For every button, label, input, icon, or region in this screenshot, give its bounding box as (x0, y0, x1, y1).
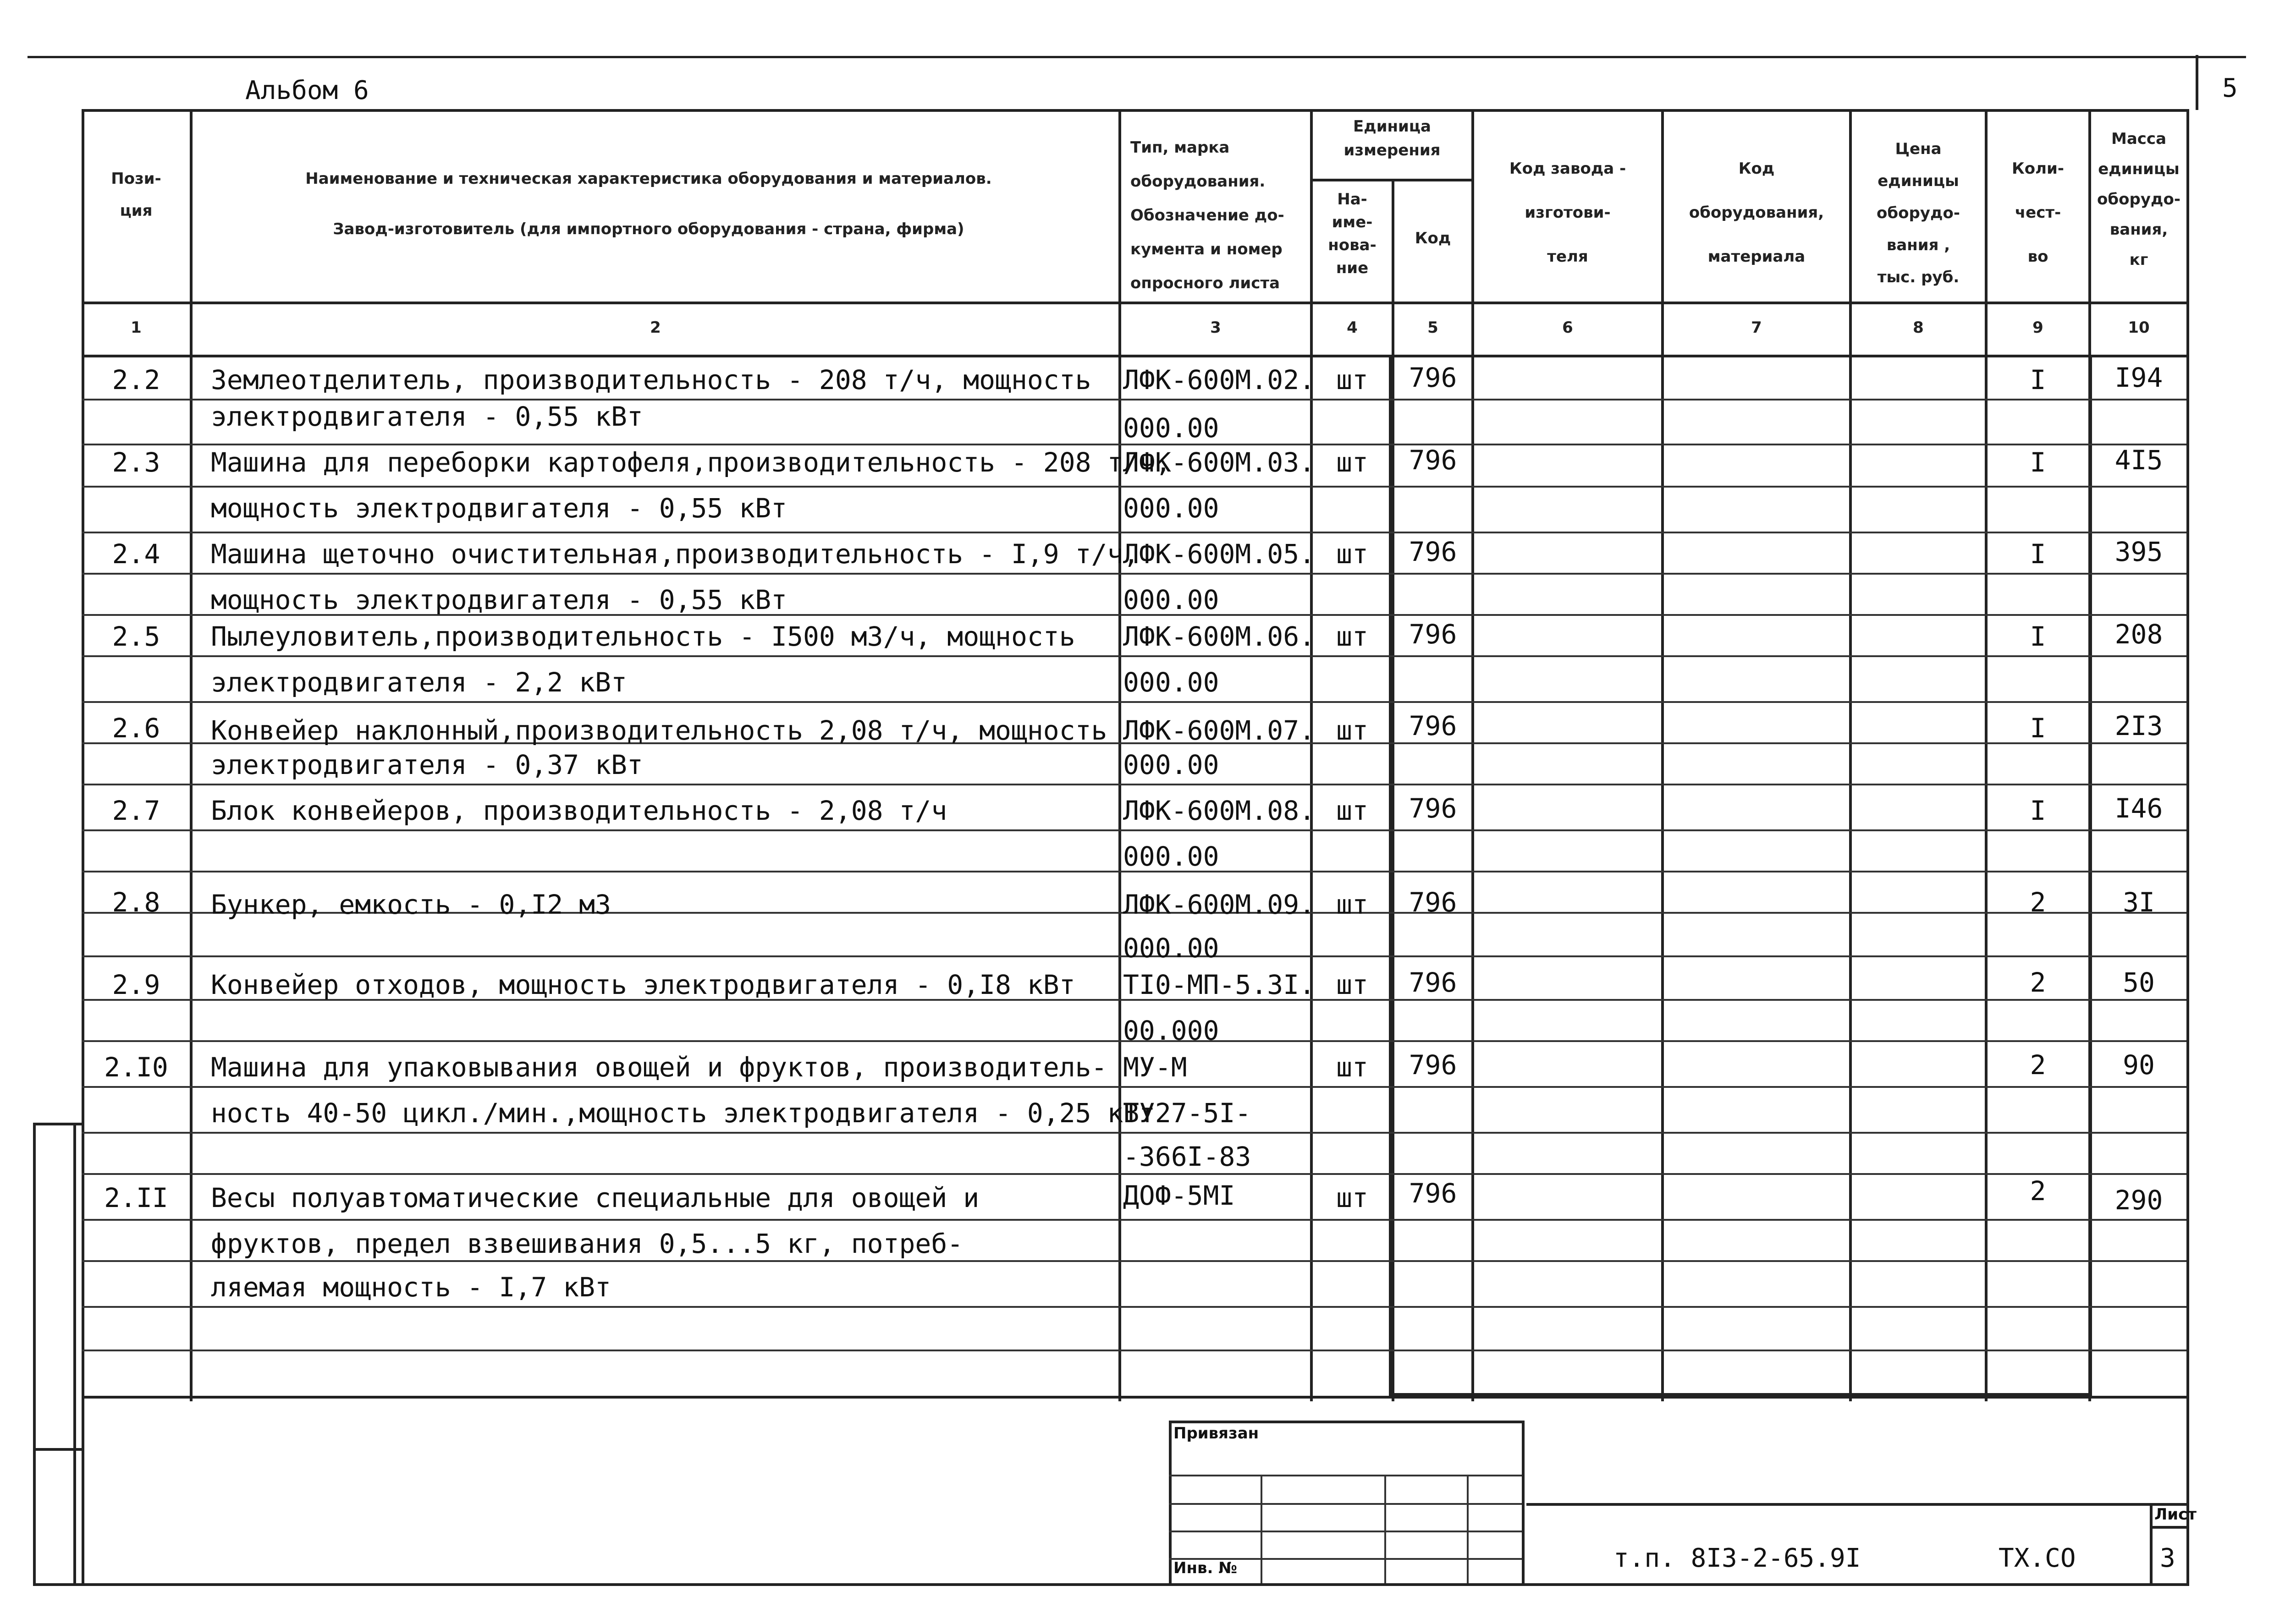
position-cell: 2.6 (112, 713, 160, 744)
description-line: мощность электродвигателя - 0,55 кВт (211, 584, 787, 615)
description-line: Пылеуловитель,производительность - I500 м3/ч, мощность (211, 621, 1075, 652)
table-top-border (82, 109, 2189, 112)
mass-cell: 3I (2123, 887, 2155, 918)
header-col9: Коли- чест- во (2012, 159, 2064, 266)
description-line: электродвигателя - 2,2 кВт (211, 667, 627, 698)
unit-cell: шт (1336, 1182, 1368, 1213)
mass-cell: I46 (2114, 793, 2163, 824)
header-col6: Код завода - изготови- теля (1509, 159, 1626, 266)
type-mark-cell: ЛФК-600М.03. (1123, 447, 1316, 478)
unit-cell: шт (1336, 969, 1368, 1000)
binding-label: Привязан (1173, 1424, 1259, 1443)
col-number: 5 (1427, 318, 1438, 337)
header-unit-group: Единица измерения (1343, 117, 1441, 159)
row-line (82, 1132, 2186, 1134)
mass-cell: 208 (2114, 619, 2163, 650)
type-mark-cell: 000.00 (1123, 667, 1219, 698)
row-line (82, 1260, 2186, 1262)
unit-code-cell: 796 (1409, 793, 1457, 824)
top-rule (28, 56, 2246, 58)
position-cell: 2.II (104, 1182, 168, 1213)
unit-code-cell: 796 (1409, 362, 1457, 393)
quantity-cell: I (2030, 713, 2046, 744)
row-line (82, 1219, 2186, 1221)
row-line (82, 1306, 2186, 1308)
document-mark: ТХ.СО (1999, 1543, 2076, 1573)
position-cell: 2.8 (112, 887, 160, 918)
quantity-cell: I (2030, 621, 2046, 652)
description-line: Землеотделитель, производительность - 208 т/ч, мощность (211, 364, 1091, 395)
unit-code-cell: 796 (1409, 967, 1457, 998)
type-mark-cell: 000.00 (1123, 749, 1219, 780)
type-mark-cell: 000.00 (1123, 933, 1219, 964)
unit-code-cell: 796 (1409, 619, 1457, 650)
quantity-cell: 2 (2030, 967, 2046, 998)
sheet-number: 3 (2160, 1543, 2175, 1573)
row-line (82, 1173, 2186, 1175)
header-col1: Пози- ция (111, 170, 161, 220)
unit-code-cell: 796 (1409, 1049, 1457, 1081)
unit-code-cell: 796 (1409, 1178, 1457, 1209)
row-line (82, 399, 2186, 401)
position-cell: 2.9 (112, 969, 160, 1000)
col-number: 8 (1913, 318, 1924, 337)
unit-cell: шт (1336, 1052, 1368, 1083)
left-margin-strip (73, 1123, 76, 1586)
unit-cell: шт (1336, 538, 1368, 570)
mass-cell: 290 (2114, 1185, 2163, 1216)
document-code: т.п. 8I3-2-65.9I (1613, 1543, 1861, 1573)
description-line: ляемая мощность - I,7 кВт (211, 1272, 611, 1303)
quantity-cell: I (2030, 364, 2046, 395)
quantity-cell: 2 (2030, 887, 2046, 918)
unit-code-cell: 796 (1409, 536, 1457, 567)
type-mark-cell: ЛФК-600М.08. (1123, 795, 1316, 826)
table-right-border (2186, 109, 2189, 1585)
col-divider-5-6 (1471, 109, 1474, 1401)
type-mark-cell: ЛФК-600М.09. (1123, 889, 1316, 920)
description-line: ность 40-50 цикл./мин.,мощность электродвигателя - 0,25 кВт (211, 1097, 1156, 1129)
unit-cell: шт (1336, 621, 1368, 652)
mass-cell: 90 (2123, 1049, 2155, 1081)
type-mark-cell: ТУ27-5I- (1123, 1097, 1251, 1129)
mass-cell: 4I5 (2114, 444, 2163, 476)
quantity-cell: 2 (2030, 1175, 2046, 1207)
description-line: Конвейер отходов, мощность электродвигателя - 0,I8 кВт (211, 969, 1075, 1000)
binding-box-row (1169, 1475, 1522, 1476)
row-line (82, 1350, 2186, 1351)
binding-box-col (1467, 1475, 1469, 1583)
row-line (82, 1086, 2186, 1088)
type-mark-cell: 000.00 (1123, 412, 1219, 444)
position-cell: 2.3 (112, 447, 160, 478)
description-line: Машина для переборки картофеля,производительность - 208 т/ч, (211, 447, 1172, 478)
position-cell: 2.2 (112, 364, 160, 395)
unit-cell: шт (1336, 447, 1368, 478)
type-mark-cell: ЛФК-600М.07. (1123, 715, 1316, 746)
row-line (82, 829, 2186, 831)
row-line (82, 444, 2186, 445)
type-mark-cell: ЛФК-600М.05. (1123, 538, 1316, 570)
type-mark-cell: 000.00 (1123, 493, 1219, 524)
mass-cell: I94 (2114, 362, 2163, 393)
frame-right (2088, 355, 2092, 1395)
unit-cell: шт (1336, 715, 1368, 746)
col-number: 2 (650, 318, 661, 337)
col-divider-1-2 (190, 109, 193, 1401)
header-col10: Масса единицы оборудо- вания, кг (2097, 130, 2180, 269)
row-line (82, 486, 2186, 488)
table-body-bottom (82, 1396, 2189, 1399)
row-line (82, 655, 2186, 657)
col-number: 7 (1751, 318, 1762, 337)
unit-code-cell: 796 (1409, 887, 1457, 918)
sheet-label: Лист (2154, 1505, 2197, 1524)
position-cell: 2.7 (112, 795, 160, 826)
binding-box-row (1169, 1531, 1522, 1532)
unit-cell: шт (1336, 889, 1368, 920)
mass-cell: 395 (2114, 536, 2163, 567)
type-mark-cell: 000.00 (1123, 841, 1219, 872)
type-mark-cell: ЛФК-600М.06. (1123, 621, 1316, 652)
header-col4: На- име- нова- ние (1328, 190, 1377, 277)
binding-box-col (1261, 1475, 1262, 1583)
mass-cell: 2I3 (2114, 710, 2163, 741)
col-divider-8-9 (1985, 109, 1988, 1401)
binding-box-col (1384, 1475, 1386, 1583)
column-number-row-top (82, 302, 2189, 304)
header-bottom-border (82, 355, 2189, 357)
row-line (82, 573, 2186, 575)
quantity-cell: I (2030, 447, 2046, 478)
stamp-list-divider (2150, 1503, 2153, 1586)
position-cell: 2.4 (112, 538, 160, 570)
type-mark-cell: ЛФК-600М.02. (1123, 364, 1316, 395)
col-divider-7-8 (1849, 109, 1852, 1401)
left-margin-tick (33, 1123, 82, 1125)
col-number: 3 (1210, 318, 1221, 337)
binding-box-right (1522, 1421, 1525, 1583)
stamp-list-line (2150, 1526, 2189, 1529)
page-number-divider (2196, 55, 2198, 110)
quantity-cell: I (2030, 795, 2046, 826)
header-col8: Цена единицы оборудо- вания , тыс. руб. (1877, 140, 1960, 286)
col-divider-2-3 (1118, 109, 1121, 1401)
position-cell: 2.5 (112, 621, 160, 652)
unit-cell: шт (1336, 795, 1368, 826)
col-number: 4 (1347, 318, 1358, 337)
stamp-bottom-line (33, 1583, 2189, 1586)
row-line (82, 784, 2186, 785)
stamp-doc-line (1526, 1503, 2186, 1506)
description-line: фруктов, предел взвешивания 0,5...5 кг, потреб- (211, 1228, 964, 1259)
type-mark-cell: ТI0-МП-5.3I. (1123, 969, 1316, 1000)
type-mark-cell: 000.00 (1123, 584, 1219, 615)
col-number: 10 (2128, 318, 2150, 337)
unit-code-cell: 796 (1409, 444, 1457, 476)
header-col2: Наименование и техническая характеристика оборудования и материалов. Завод-изготовитель (для импортного оборудования - страна, фирма) (305, 170, 992, 238)
left-margin-tick (33, 1448, 82, 1451)
page-number: 5 (2222, 73, 2238, 103)
mass-cell: 50 (2123, 967, 2155, 998)
binding-box-row (1169, 1503, 1522, 1505)
header-col7: Код оборудования, материала (1689, 159, 1824, 266)
col-number: 9 (2032, 318, 2043, 337)
type-mark-cell: 00.000 (1123, 1015, 1219, 1046)
type-mark-cell: МУ-М (1123, 1052, 1187, 1083)
type-mark-cell: ДОФ-5МI (1123, 1180, 1235, 1211)
header-col5: Код (1415, 229, 1451, 247)
quantity-cell: 2 (2030, 1049, 2046, 1081)
frame-left (1389, 355, 1393, 1395)
album-title: Альбом 6 (245, 76, 369, 105)
col-number: 6 (1562, 318, 1573, 337)
quantity-cell: I (2030, 538, 2046, 570)
description-line: электродвигателя - 0,37 кВт (211, 749, 643, 780)
description-line: Конвейер наклонный,производительность 2,08 т/ч, мощность (211, 715, 1107, 746)
col-number: 1 (131, 318, 142, 337)
description-line: Блок конвейеров, производительность - 2,08 т/ч (211, 795, 947, 826)
description-line: Машина для упаковывания овощей и фруктов, производитель- (211, 1052, 1107, 1083)
row-line (82, 701, 2186, 703)
header-col3: Тип, марка оборудования. Обозначение до- кумента и номер опросного листа (1130, 138, 1284, 292)
description-line: Бункер, емкость - 0,I2 м3 (211, 889, 611, 920)
position-cell: 2.I0 (104, 1052, 168, 1083)
type-mark-cell: -366I-83 (1123, 1141, 1251, 1172)
description-line: Машина щеточно очистительная,производительность - I,9 т/ч, (211, 538, 1140, 570)
unit-code-cell: 796 (1409, 710, 1457, 741)
left-margin-strip (33, 1123, 36, 1586)
description-line: мощность электродвигателя - 0,55 кВт (211, 493, 787, 524)
binding-box-top (1169, 1421, 1525, 1423)
row-line (82, 532, 2186, 533)
unit-subheader-line (1310, 179, 1472, 181)
col-divider-6-7 (1661, 109, 1664, 1401)
inventory-number-label: Инв. № (1173, 1559, 1238, 1577)
unit-cell: шт (1336, 364, 1368, 395)
description-line: электродвигателя - 0,55 кВт (211, 401, 643, 432)
description-line: Весы полуавтоматические специальные для овощей и (211, 1182, 980, 1213)
